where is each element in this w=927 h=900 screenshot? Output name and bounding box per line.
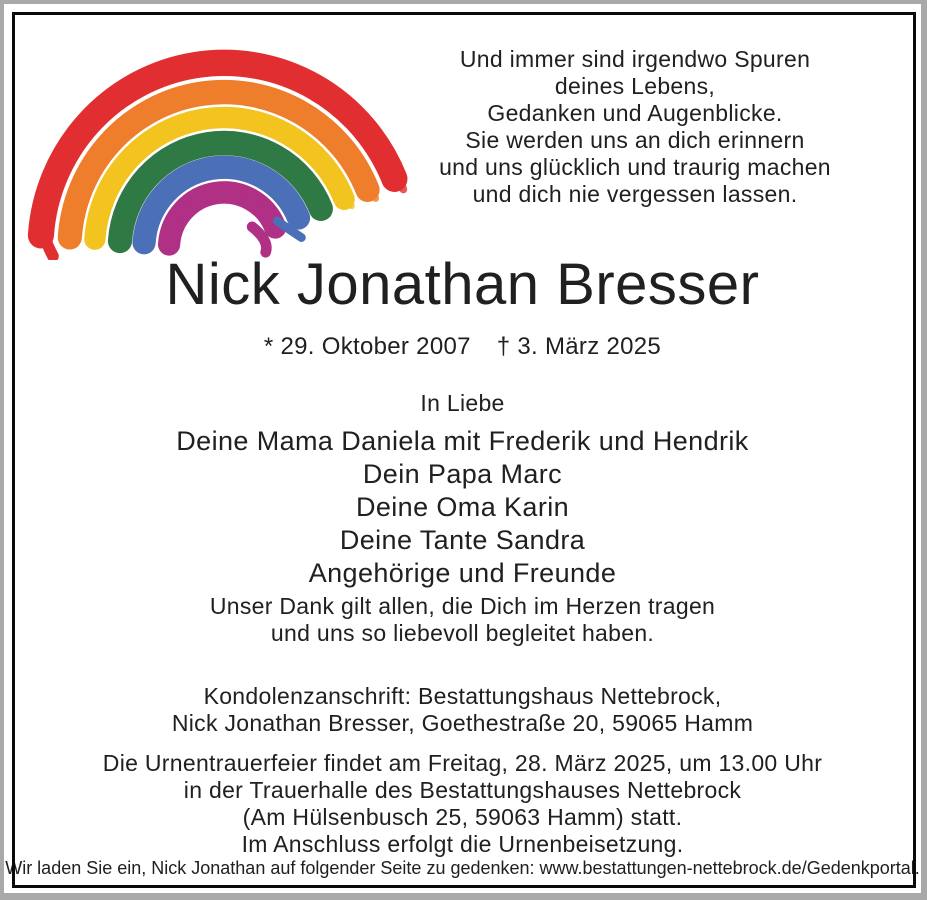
mourners-list <box>4 425 921 590</box>
service-line: Die Urnentrauerfeier findet am Freitag, 28. März 2025, um 13.00 Uhr <box>102 750 823 776</box>
mourner-line: Deine Mama Daniela mit Frederik und Hendrik <box>176 426 749 456</box>
poem-line: Sie werden uns an dich erinnern <box>465 127 805 153</box>
mourner-line: Angehörige und Freunde <box>308 558 617 588</box>
mourner-line: Dein Papa Marc <box>362 459 563 489</box>
service-line: (Am Hülsenbusch 25, 59063 Hamm) statt. <box>242 804 683 830</box>
rainbow-icon <box>24 16 430 260</box>
thanks-line: und uns so liebevoll begleitet haben. <box>270 620 655 646</box>
death-date: † 3. März 2025 <box>496 333 662 360</box>
service-info <box>4 750 921 858</box>
mourner-line: Deine Oma Karin <box>355 492 570 522</box>
service-line: Im Anschluss erfolgt die Urnenbeisetzung. <box>241 831 684 857</box>
service-line: in der Trauerhalle des Bestattungshauses Nettebrock <box>183 777 742 803</box>
condolence-line: Nick Jonathan Bresser, Goethestraße 20, 59065 Hamm <box>171 710 754 736</box>
poem <box>420 46 850 208</box>
life-dates <box>4 333 921 361</box>
mourner-line: Deine Tante Sandra <box>339 525 586 555</box>
condolence-address <box>4 683 921 737</box>
thanks-note <box>4 593 921 647</box>
memorial-invitation: Wir laden Sie ein, Nick Jonathan auf folgender Seite zu gedenken: www.bestattungen-nettebrock.de/Gedenkportal. <box>5 858 920 878</box>
condolence-line: Kondolenzanschrift: Bestattungshaus Nettebrock, <box>203 683 722 709</box>
poem-line: Und immer sind irgendwo Spuren <box>459 46 811 72</box>
mourners-intro: In Liebe <box>420 390 505 416</box>
poem-line: und dich nie vergessen lassen. <box>472 181 798 207</box>
poem-line: und uns glücklich und traurig machen <box>439 154 831 180</box>
memorial-card <box>4 4 921 893</box>
thanks-line: Unser Dank gilt allen, die Dich im Herzen tragen <box>209 593 716 619</box>
poem-line: Gedanken und Augenblicke. <box>487 100 783 126</box>
deceased-name: Nick Jonathan Bresser <box>165 252 760 317</box>
birth-date: * 29. Oktober 2007 <box>263 333 471 360</box>
poem-line: deines Lebens, <box>554 73 716 99</box>
